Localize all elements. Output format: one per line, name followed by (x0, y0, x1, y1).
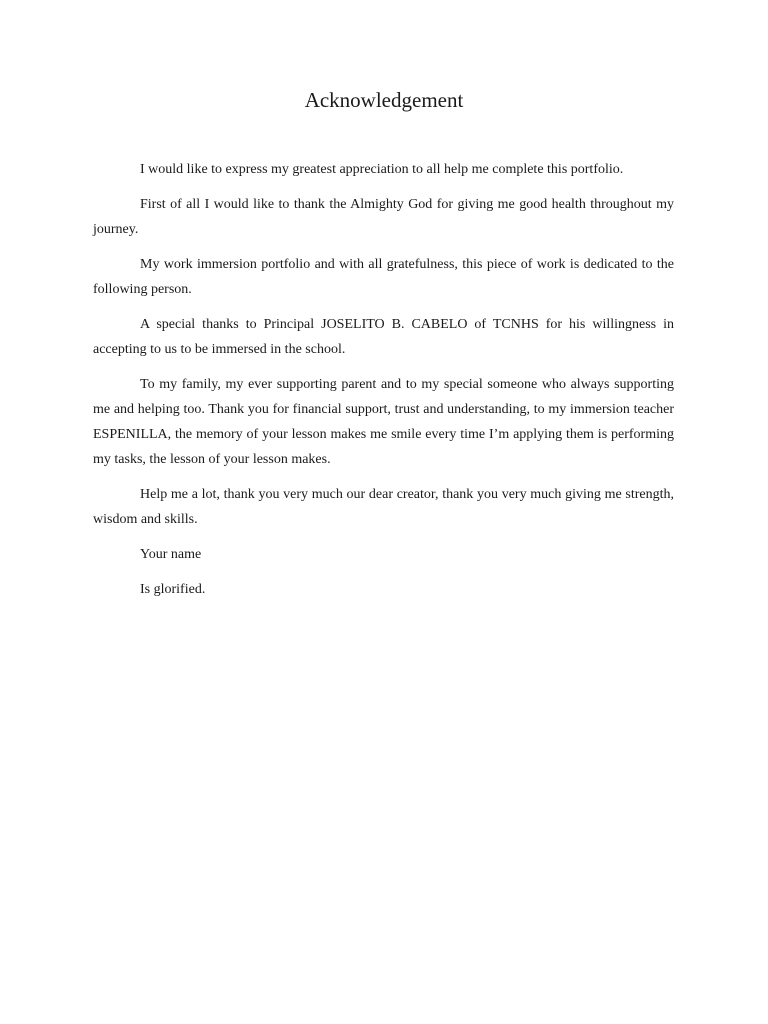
paragraph-dedication: My work immersion portfolio and with all gratefulness, this piece of work is dedicated to the following person. (93, 257, 674, 297)
paragraph-family: To my family, my ever supporting parent and to my special someone who always supporting me and helping too. Thank you for financial support, trust and understanding, to my immersion teacher ESPENILLA, the memory of your lesson makes me smile every time I’m applying them is performing my tasks, the lesson of your lesson makes. (93, 377, 674, 467)
page-title: Acknowledgement (304, 88, 464, 112)
paragraph-principal: A special thanks to Principal JOSELITO B. CABELO of TCNHS for his willingness in accepting to us to be immersed in the school. (93, 317, 674, 357)
document-body (93, 157, 674, 612)
paragraph-creator: Help me a lot, thank you very much our dear creator, thank you very much giving me strength, wisdom and skills. (93, 487, 674, 527)
closing-your-name: Your name (140, 547, 202, 562)
paragraph-appreciation: I would like to express my greatest appreciation to all help me complete this portfolio. (140, 162, 624, 177)
paragraph-thanks-god: First of all I would like to thank the Almighty God for giving me good health throughout my journey. (93, 197, 674, 237)
closing-glorified: Is glorified. (140, 582, 206, 597)
